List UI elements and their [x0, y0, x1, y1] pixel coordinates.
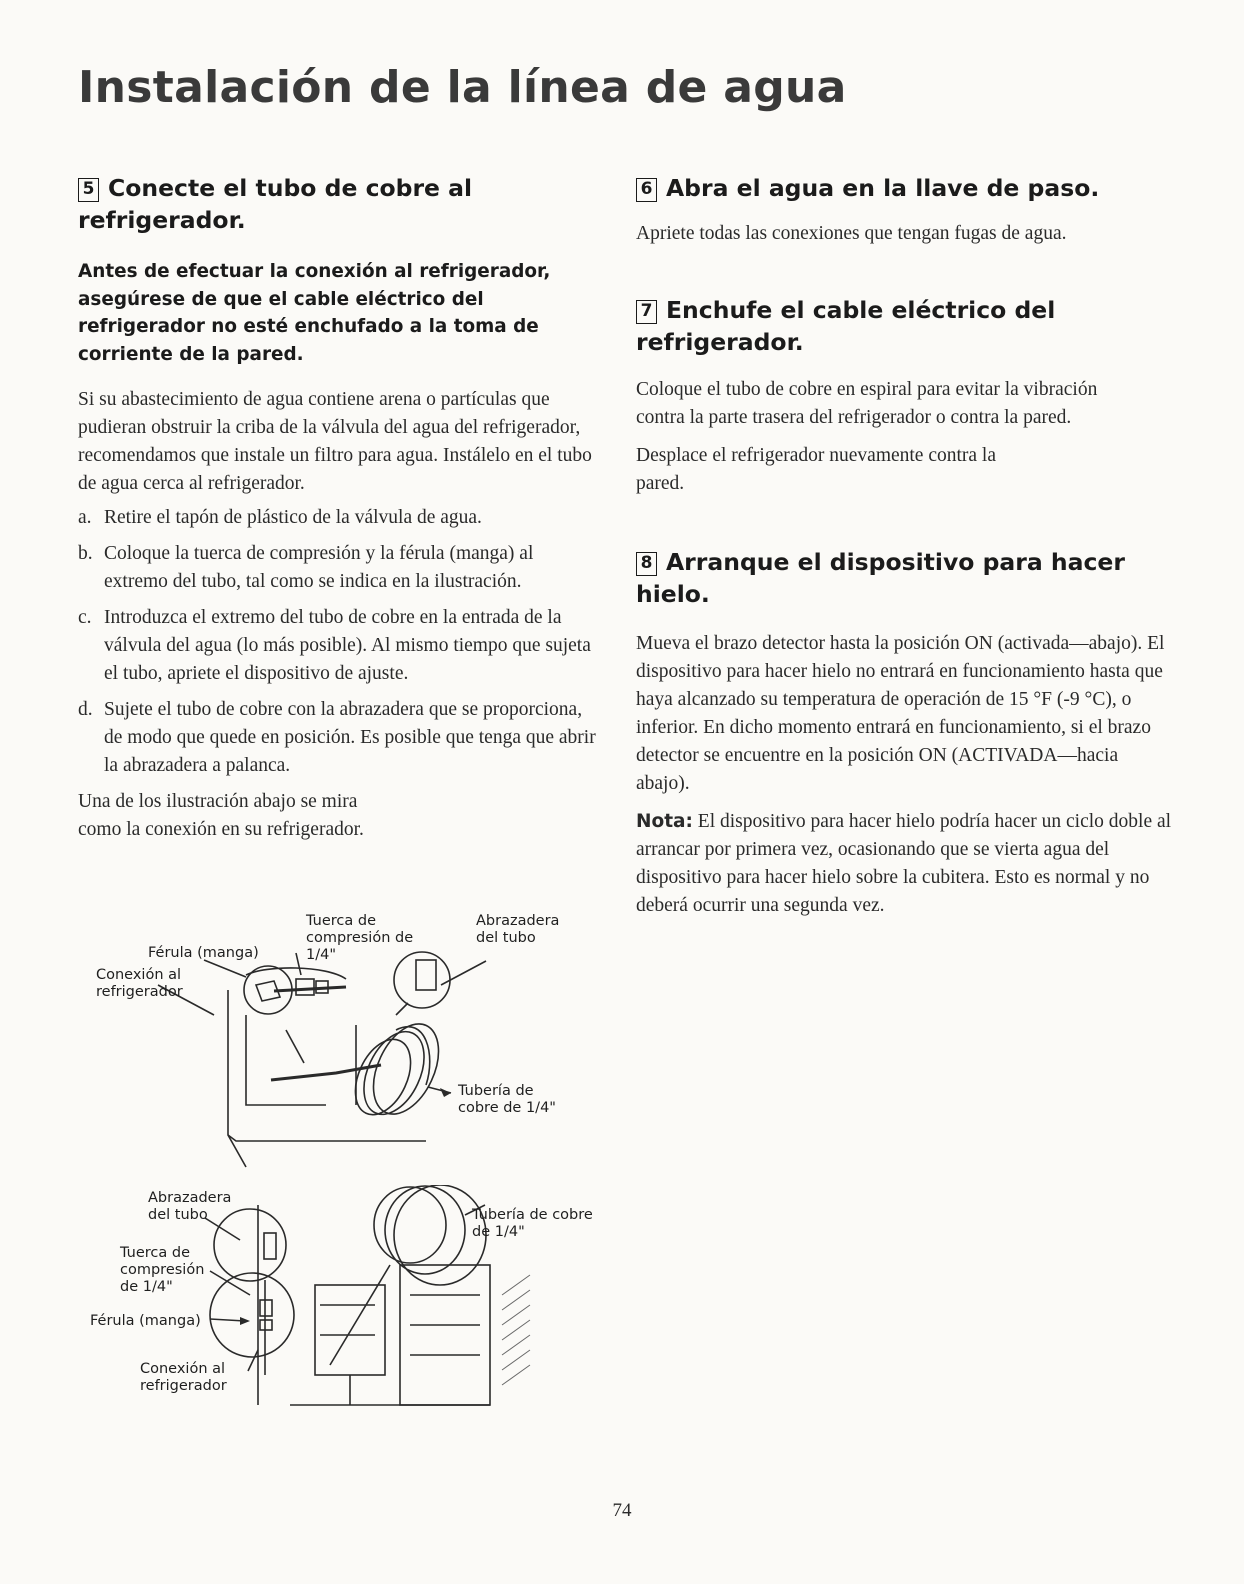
step-8-text: Mueva el brazo detector hasta la posición ON (activada—abajo). El dispositivo para hacer hielo no entrará en funcionamiento hasta que haya alcanzado su temperatura de operación de 15 °F (-9 °C), o inferior. En dicho momento entrará en funcionamiento, si el brazo detector se encuentre en la posición ON (ACTIVADA—hacia abajo).	[636, 633, 1165, 794]
list-item-letter: a.	[78, 507, 92, 528]
list-item	[78, 504, 598, 532]
figure-connection-detail	[96, 905, 616, 1170]
step-5-list	[78, 504, 598, 780]
step-5-heading-text: Conecte el tubo de cobre al refrigerador.	[78, 174, 473, 234]
step-6-heading	[636, 172, 1176, 204]
step-8-section	[636, 546, 1176, 920]
label-clamp: Abrazadera del tubo	[148, 1190, 232, 1223]
list-item-letter: d.	[78, 699, 93, 720]
step-6-number: 6	[636, 178, 657, 202]
list-item	[78, 696, 598, 780]
figure-tube-clamp-detail	[90, 1185, 610, 1410]
page-number: 74	[612, 1500, 632, 1521]
note-label: Nota:	[636, 811, 693, 832]
label-connection: Conexión al refrigerador	[96, 967, 183, 1000]
label-nut: Tuerca de compresión de 1/4"	[120, 1245, 205, 1295]
left-column	[78, 172, 598, 844]
label-ferrule: Férula (manga)	[90, 1313, 201, 1329]
right-column	[636, 172, 1176, 920]
step-8-number: 8	[636, 552, 657, 576]
step-7-heading-text: Enchufe el cable eléctrico del refrigerador.	[636, 296, 1056, 356]
step-5-number: 5	[78, 178, 99, 202]
step-6-section	[636, 172, 1176, 248]
label-tubing: Tubería de cobre de 1/4"	[472, 1207, 593, 1240]
page-title: Instalación de la línea de agua	[78, 62, 847, 113]
list-item	[78, 604, 598, 688]
list-item-letter: b.	[78, 543, 93, 564]
step-7-number: 7	[636, 300, 657, 324]
step-6-heading-text: Abra el agua en la llave de paso.	[666, 174, 1100, 202]
step-5-section	[78, 172, 598, 844]
label-nut: Tuerca de compresión de 1/4"	[306, 913, 414, 963]
step-7-text-2: Desplace el refrigerador nuevamente contra la pared.	[636, 445, 997, 494]
list-item-text: Retire el tapón de plástico de la válvula de agua.	[104, 507, 482, 528]
note-text: El dispositivo para hacer hielo podría hacer un ciclo doble al arrancar por primera vez, ocasionando que se vierta agua del dispositivo para hacer hielo sobre la cubitera. Esto es normal y no deberá ocurrir una segunda vez.	[636, 811, 1172, 916]
step-6-text: Apriete todas las conexiones que tengan fugas de agua.	[636, 223, 1067, 244]
step-8-heading	[636, 546, 1156, 610]
list-item-text: Coloque la tuerca de compresión y la férula (manga) al extremo del tubo, tal como se indica en la ilustración.	[104, 543, 534, 592]
list-item	[78, 540, 598, 596]
step-7-heading	[636, 294, 1176, 358]
step-7-text-1: Coloque el tubo de cobre en espiral para evitar la vibración contra la parte trasera del refrigerador o contra la pared.	[636, 379, 1098, 428]
list-item-text: Introduzca el extremo del tubo de cobre en la entrada de la válvula del agua (lo más posible). Al mismo tiempo que sujeta el tubo, apriete el dispositivo de ajuste.	[104, 607, 591, 684]
list-item-letter: c.	[78, 607, 92, 628]
label-clamp: Abrazadera del tubo	[476, 913, 560, 946]
step-5-intro: Si su abastecimiento de agua contiene arena o partículas que pudieran obstruir la criba de la válvula del agua del refrigerador, recomendamos que instale un filtro para agua. Instálelo en el tubo de agua cerca al refrigerador.	[78, 389, 592, 494]
label-ferrule: Férula (manga)	[148, 945, 259, 961]
label-connection: Conexión al refrigerador	[140, 1361, 227, 1394]
step-5-closing: Una de los ilustración abajo se mira como la conexión en su refrigerador.	[78, 791, 364, 840]
step-8-heading-text: Arranque el dispositivo para hacer hielo.	[636, 548, 1125, 608]
label-tubing: Tubería de cobre de 1/4"	[458, 1083, 556, 1116]
list-item-text: Sujete el tubo de cobre con la abrazadera que se proporciona, de modo que quede en posición. Es posible que tenga que abrir la abrazadera a palanca.	[104, 699, 596, 776]
step-7-section	[636, 294, 1176, 498]
step-5-warning: Antes de efectuar la conexión al refrigerador, asegúrese de que el cable eléctrico del refrigerador no esté enchufado a la toma de corriente de la pared.	[78, 261, 551, 365]
step-5-heading	[78, 172, 598, 236]
step-8-note	[636, 808, 1176, 920]
